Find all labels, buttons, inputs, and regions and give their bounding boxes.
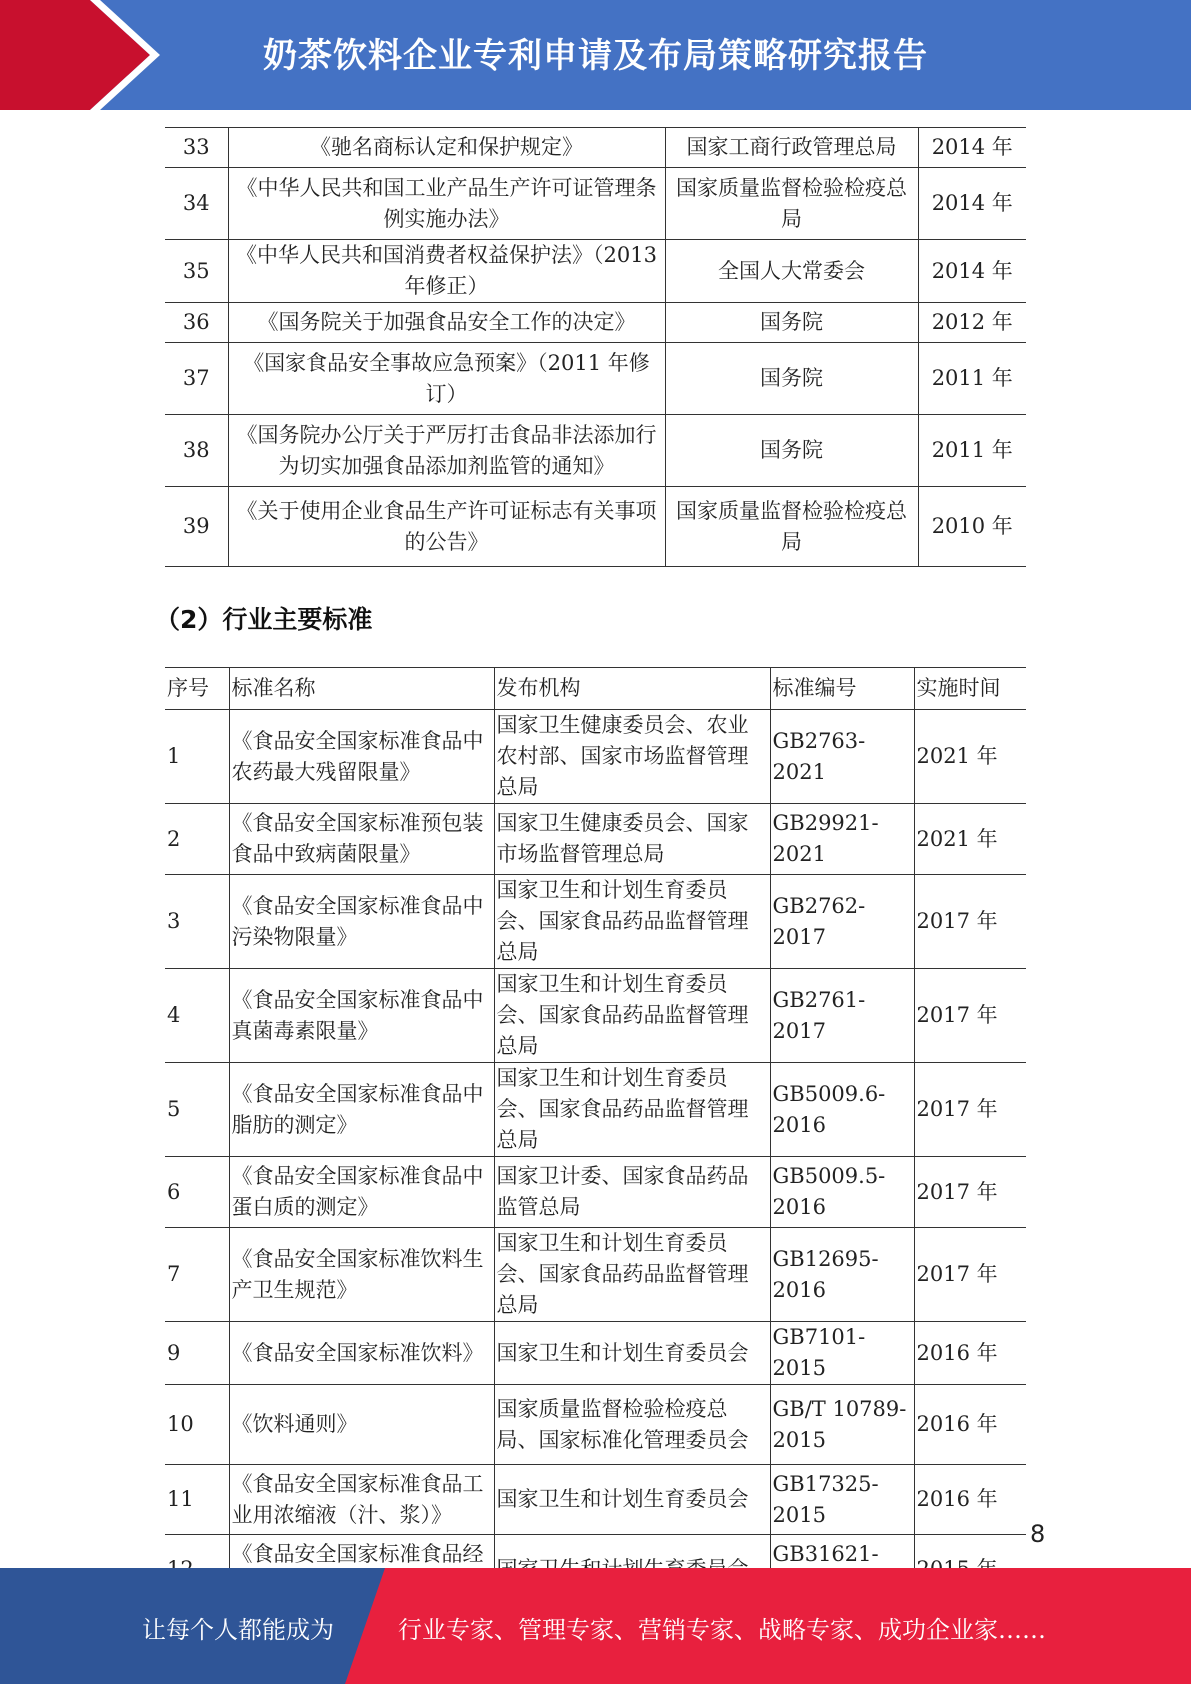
year: 2010 年 <box>918 487 1026 567</box>
table-row <box>165 240 1026 303</box>
effective-date: 2021 年 <box>914 710 1026 804</box>
standard-name: 《食品安全国家标准食品中脂肪的测定》 <box>229 1063 494 1157</box>
table-row <box>165 1385 1026 1465</box>
footer-slogan-left: 让每个人都能成为 <box>142 1616 334 1644</box>
effective-date: 2017 年 <box>914 1228 1026 1322</box>
row-number: 2 <box>165 804 229 875</box>
effective-date: 2016 年 <box>914 1322 1026 1385</box>
regulation-name: 《国务院关于加强食品安全工作的决定》 <box>228 303 665 343</box>
standards-table <box>165 667 1026 1605</box>
standard-code: GB5009.6-2016 <box>770 1063 914 1157</box>
issuing-org: 国家卫生和计划生育委员会、国家食品药品监督管理总局 <box>494 875 770 969</box>
issuing-org: 国家卫生和计划生育委员会 <box>494 1322 770 1385</box>
header-name: 标准名称 <box>229 668 494 710</box>
row-number: 4 <box>165 969 229 1063</box>
table-row <box>165 487 1026 567</box>
standard-name: 《食品安全国家标准食品经 <box>229 1535 494 1605</box>
table-row <box>165 415 1026 487</box>
issuing-org: 国家卫生和计划生育委员会、国家食品药品监督管理总局 <box>494 1228 770 1322</box>
issuing-org: 国务院 <box>665 303 918 343</box>
row-number: 10 <box>165 1385 229 1465</box>
issuing-org: 国务院 <box>665 343 918 415</box>
table-row <box>165 710 1026 804</box>
standard-code: GB12695-2016 <box>770 1228 914 1322</box>
table-row <box>165 969 1026 1063</box>
table-row <box>165 128 1026 168</box>
header-org: 发布机构 <box>494 668 770 710</box>
standard-code: GB31621- <box>770 1535 914 1605</box>
year: 2011 年 <box>918 343 1026 415</box>
standard-name: 《食品安全国家标准食品中真菌毒素限量》 <box>229 969 494 1063</box>
standard-code: GB/T 10789-2015 <box>770 1385 914 1465</box>
standard-code: GB5009.5-2016 <box>770 1157 914 1228</box>
table-row <box>165 804 1026 875</box>
row-number: 38 <box>165 415 228 487</box>
standard-name: 《食品安全国家标准饮料生产卫生规范》 <box>229 1228 494 1322</box>
row-number: 36 <box>165 303 228 343</box>
standard-name: 《食品安全国家标准食品中蛋白质的测定》 <box>229 1157 494 1228</box>
header-title: 奶茶饮料企业专利申请及布局策略研究报告 <box>263 36 928 76</box>
row-number: 3 <box>165 875 229 969</box>
standard-code: GB2763-2021 <box>770 710 914 804</box>
page-footer <box>0 1568 1191 1684</box>
issuing-org: 国家质量监督检验检疫总局、国家标准化管理委员会 <box>494 1385 770 1465</box>
year: 2014 年 <box>918 240 1026 303</box>
year: 2014 年 <box>918 168 1026 240</box>
header-date: 实施时间 <box>914 668 1026 710</box>
row-number: 7 <box>165 1228 229 1322</box>
page-number: 8 <box>1030 1520 1046 1548</box>
section-title: （2）行业主要标准 <box>155 605 373 634</box>
table-row <box>165 168 1026 240</box>
table-row <box>165 1157 1026 1228</box>
row-number: 35 <box>165 240 228 303</box>
issuing-org: 国家卫生和计划生育委员会、国家食品药品监督管理总局 <box>494 1063 770 1157</box>
header-no: 序号 <box>165 668 229 710</box>
standard-code: GB2761-2017 <box>770 969 914 1063</box>
issuing-org: 国家工商行政管理总局 <box>665 128 918 168</box>
regulation-name: 《驰名商标认定和保护规定》 <box>228 128 665 168</box>
regulation-name: 《关于使用企业食品生产许可证标志有关事项的公告》 <box>228 487 665 567</box>
issuing-org: 国家卫生和计划生育委员会 <box>494 1465 770 1535</box>
row-number: 33 <box>165 128 228 168</box>
row-number: 39 <box>165 487 228 567</box>
table-row <box>165 343 1026 415</box>
regulations-table <box>165 127 1026 567</box>
issuing-org: 国家卫生健康委员会、国家市场监督管理总局 <box>494 804 770 875</box>
standard-code: GB17325-2015 <box>770 1465 914 1535</box>
footer-slogan-right: 行业专家、管理专家、营销专家、战略专家、成功企业家…… <box>398 1616 1046 1644</box>
table-header-row <box>165 668 1026 710</box>
issuing-org: 国务院 <box>665 415 918 487</box>
issuing-org: 国家质量监督检验检疫总局 <box>665 487 918 567</box>
page-header <box>0 0 1191 110</box>
year: 2012 年 <box>918 303 1026 343</box>
regulation-name: 《中华人民共和国消费者权益保护法》（2013 年修正） <box>228 240 665 303</box>
effective-date: 2017 年 <box>914 875 1026 969</box>
standard-code: GB2762-2017 <box>770 875 914 969</box>
issuing-org: 国家卫生和计划生育委员会、国家食品药品监督管理总局 <box>494 969 770 1063</box>
standard-name: 《饮料通则》 <box>229 1385 494 1465</box>
regulation-name: 《国家食品安全事故应急预案》（2011 年修订） <box>228 343 665 415</box>
regulation-name: 《中华人民共和国工业产品生产许可证管理条例实施办法》 <box>228 168 665 240</box>
row-number: 11 <box>165 1465 229 1535</box>
standard-code: GB7101-2015 <box>770 1322 914 1385</box>
row-number: 34 <box>165 168 228 240</box>
effective-date: 2017 年 <box>914 1157 1026 1228</box>
row-number: 5 <box>165 1063 229 1157</box>
row-number: 37 <box>165 343 228 415</box>
issuing-org: 国家卫计委、国家食品药品监管总局 <box>494 1157 770 1228</box>
standard-name: 《食品安全国家标准食品中农药最大残留限量》 <box>229 710 494 804</box>
issuing-org: 国家卫生健康委员会、农业农村部、国家市场监督管理总局 <box>494 710 770 804</box>
standard-code: GB29921-2021 <box>770 804 914 875</box>
row-number: 1 <box>165 710 229 804</box>
year: 2014 年 <box>918 128 1026 168</box>
table-row <box>165 303 1026 343</box>
standard-name: 《食品安全国家标准饮料》 <box>229 1322 494 1385</box>
issuing-org: 国家质量监督检验检疫总局 <box>665 168 918 240</box>
table-row <box>165 1465 1026 1535</box>
effective-date: 2021 年 <box>914 804 1026 875</box>
effective-date: 2016 年 <box>914 1385 1026 1465</box>
effective-date: 2017 年 <box>914 1063 1026 1157</box>
issuing-org: 全国人大常委会 <box>665 240 918 303</box>
regulation-name: 《国务院办公厅关于严厉打击食品非法添加行为切实加强食品添加剂监管的通知》 <box>228 415 665 487</box>
row-number: 9 <box>165 1322 229 1385</box>
row-number: 6 <box>165 1157 229 1228</box>
standard-name: 《食品安全国家标准食品中污染物限量》 <box>229 875 494 969</box>
standard-name: 《食品安全国家标准食品工业用浓缩液（汁、浆）》 <box>229 1465 494 1535</box>
table-row <box>165 1228 1026 1322</box>
standard-name: 《食品安全国家标准预包装食品中致病菌限量》 <box>229 804 494 875</box>
table-row <box>165 1322 1026 1385</box>
header-code: 标准编号 <box>770 668 914 710</box>
table-row <box>165 1063 1026 1157</box>
table-row <box>165 875 1026 969</box>
year: 2011 年 <box>918 415 1026 487</box>
effective-date: 2016 年 <box>914 1465 1026 1535</box>
effective-date: 2017 年 <box>914 969 1026 1063</box>
